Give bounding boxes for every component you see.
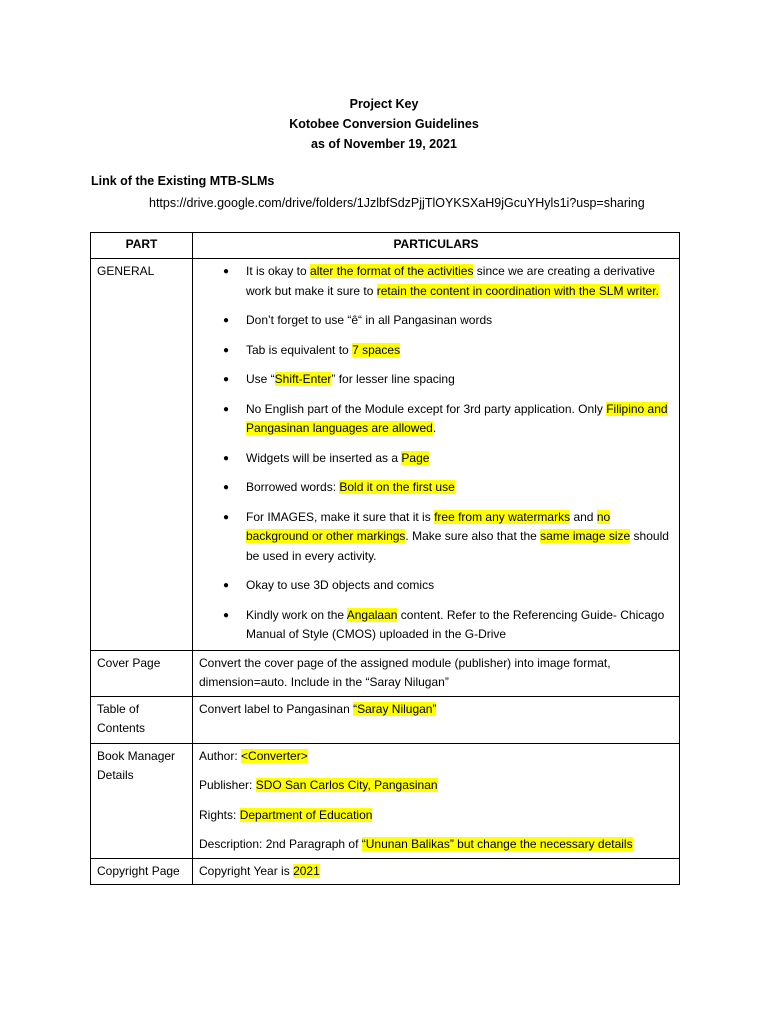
part-cell: GENERAL [91,259,193,651]
list-item: ● Widgets will be inserted as a Page [199,449,673,469]
table-row-general [91,259,680,651]
particulars-cell: Convert the cover page of the assigned module (publisher) into image format, dimension=auto. Include in the “Saray Nilugan” [193,650,680,696]
list-item: ● For IMAGES, make it sure that it is free from any watermarks and no background or other markings. Make sure also that the same image size should be used in every activity. [199,508,673,567]
particulars-cell [193,259,680,651]
list-item: ● No English part of the Module except for 3rd party application. Only Filipino and Pangasinan languages are allowed. [199,400,673,439]
guidelines-table [90,232,680,885]
part-cell: Table of Contents [91,696,193,743]
part-cell: Cover Page [91,650,193,696]
particulars-cell [193,743,680,858]
list-item: ● It is okay to alter the format of the activities since we are creating a derivative work but make it sure to retain the content in coordination with the SLM writer. [199,262,673,301]
list-item: ● Kindly work on the Angalaan content. Refer to the Referencing Guide- Chicago Manual of Style (CMOS) uploaded in the G-Drive [199,606,673,645]
document-title [0,94,768,154]
table-row-book-manager [91,743,680,858]
table-row-table-of-contents [91,696,680,743]
table-header-row [91,233,680,259]
part-cell: Copyright Page [91,858,193,885]
general-bullet-list [199,262,673,645]
list-item: ● Use “Shift-Enter” for lesser line spacing [199,370,673,390]
title-line-3: as of November 19, 2021 [311,137,457,151]
particulars-cell: Convert label to Pangasinan “Saray Nilugan” [193,696,680,743]
header-particulars: PARTICULARS [193,233,680,259]
link-label: Link of the Existing MTB-SLMs [91,174,275,188]
title-line-2: Kotobee Conversion Guidelines [289,117,479,131]
list-item: ● Don’t forget to use “ê“ in all Pangasinan words [199,311,673,331]
rights-line: Rights: Department of Education [199,807,373,822]
list-item: ● Tab is equivalent to 7 spaces [199,341,673,361]
description-line: Description: 2nd Paragraph of “Ununan Balikas” but change the necessary details [199,837,633,851]
drive-link[interactable]: https://drive.google.com/drive/folders/1JzlbfSdzPjjTlOYKSXaH9jGcuYHyls1i?usp=sharing [149,196,645,210]
title-line-1: Project Key [349,97,419,111]
particulars-cell: Copyright Year is 2021 [193,858,680,885]
publisher-line: Publisher: SDO San Carlos City, Pangasinan [199,778,438,792]
table-row-copyright [91,858,680,885]
header-part: PART [91,233,193,259]
part-cell: Book Manager Details [91,743,193,858]
table-row-cover-page [91,650,680,696]
list-item: ● Borrowed words: Bold it on the first use [199,478,673,498]
list-item: ● Okay to use 3D objects and comics [199,576,673,596]
author-line: Author: <Converter> [199,748,308,763]
